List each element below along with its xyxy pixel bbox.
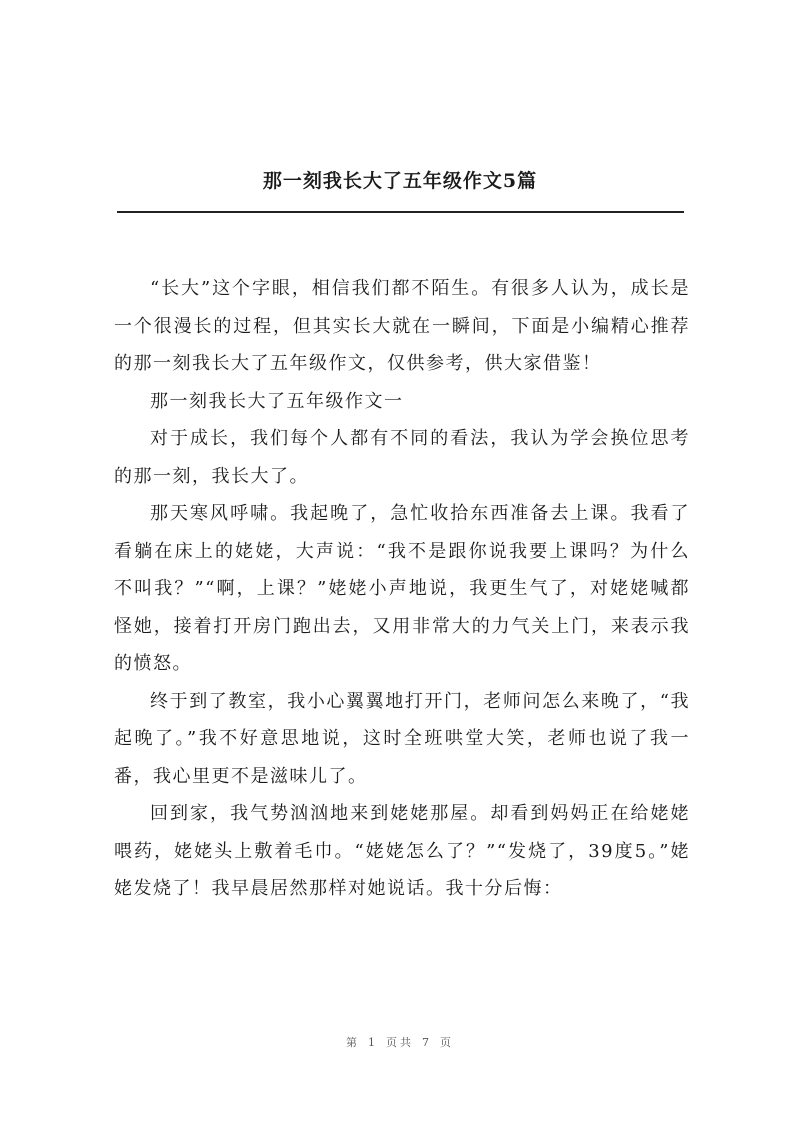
footer-ye-gong: 页共 [386,1036,414,1049]
page-footer [0,1034,800,1050]
paragraph: 那天寒风呼啸。我起晚了，急忙收拾东西准备去上课。我看了看躺在床上的姥姥，大声说：“我不是跟你说我要上课吗？为什么不叫我？”“啊，上课？”姥姥小声地说，我更生气了，对姥姥喊都怪她，接着打开房门跑出去，又用非常大的力气关上门，来表示我的愤怒。 [114,503,690,674]
footer-page-number: 1 [368,1036,378,1049]
paragraph: “长大”这个字眼，相信我们都不陌生。有很多人认为，成长是一个很漫长的过程，但其实长大就在一瞬间，下面是小编精心推荐的那一刻我长大了五年级作文，仅供参考，供大家借鉴！ [114,278,690,374]
document-body [114,270,690,908]
paragraph: 终于到了教室，我小心翼翼地打开门，老师问怎么来晚了，“我起晚了。”我不好意思地说，这时全班哄堂大笑，老师也说了我一番，我心里更不是滋味儿了。 [114,690,690,787]
title-underline [117,211,684,213]
document-title: 那一刻我长大了五年级作文5篇 [262,170,538,192]
footer-di: 第 [346,1036,360,1049]
paragraph: 对于成长，我们每个人都有不同的看法，我认为学会换位思考的那一刻，我长大了。 [114,428,690,487]
footer-ye: 页 [440,1036,454,1049]
section-heading: 那一刻我长大了五年级作文一 [150,390,404,412]
footer-total-pages: 7 [422,1036,432,1049]
paragraph: 回到家，我气势汹汹地来到姥姥那屋。却看到妈妈正在给姥姥喂药，姥姥头上敷着毛巾。“姥姥怎么了？”“发烧了，39度5。”姥姥发烧了！我早晨居然那样对她说话。我十分后悔： [114,803,690,899]
